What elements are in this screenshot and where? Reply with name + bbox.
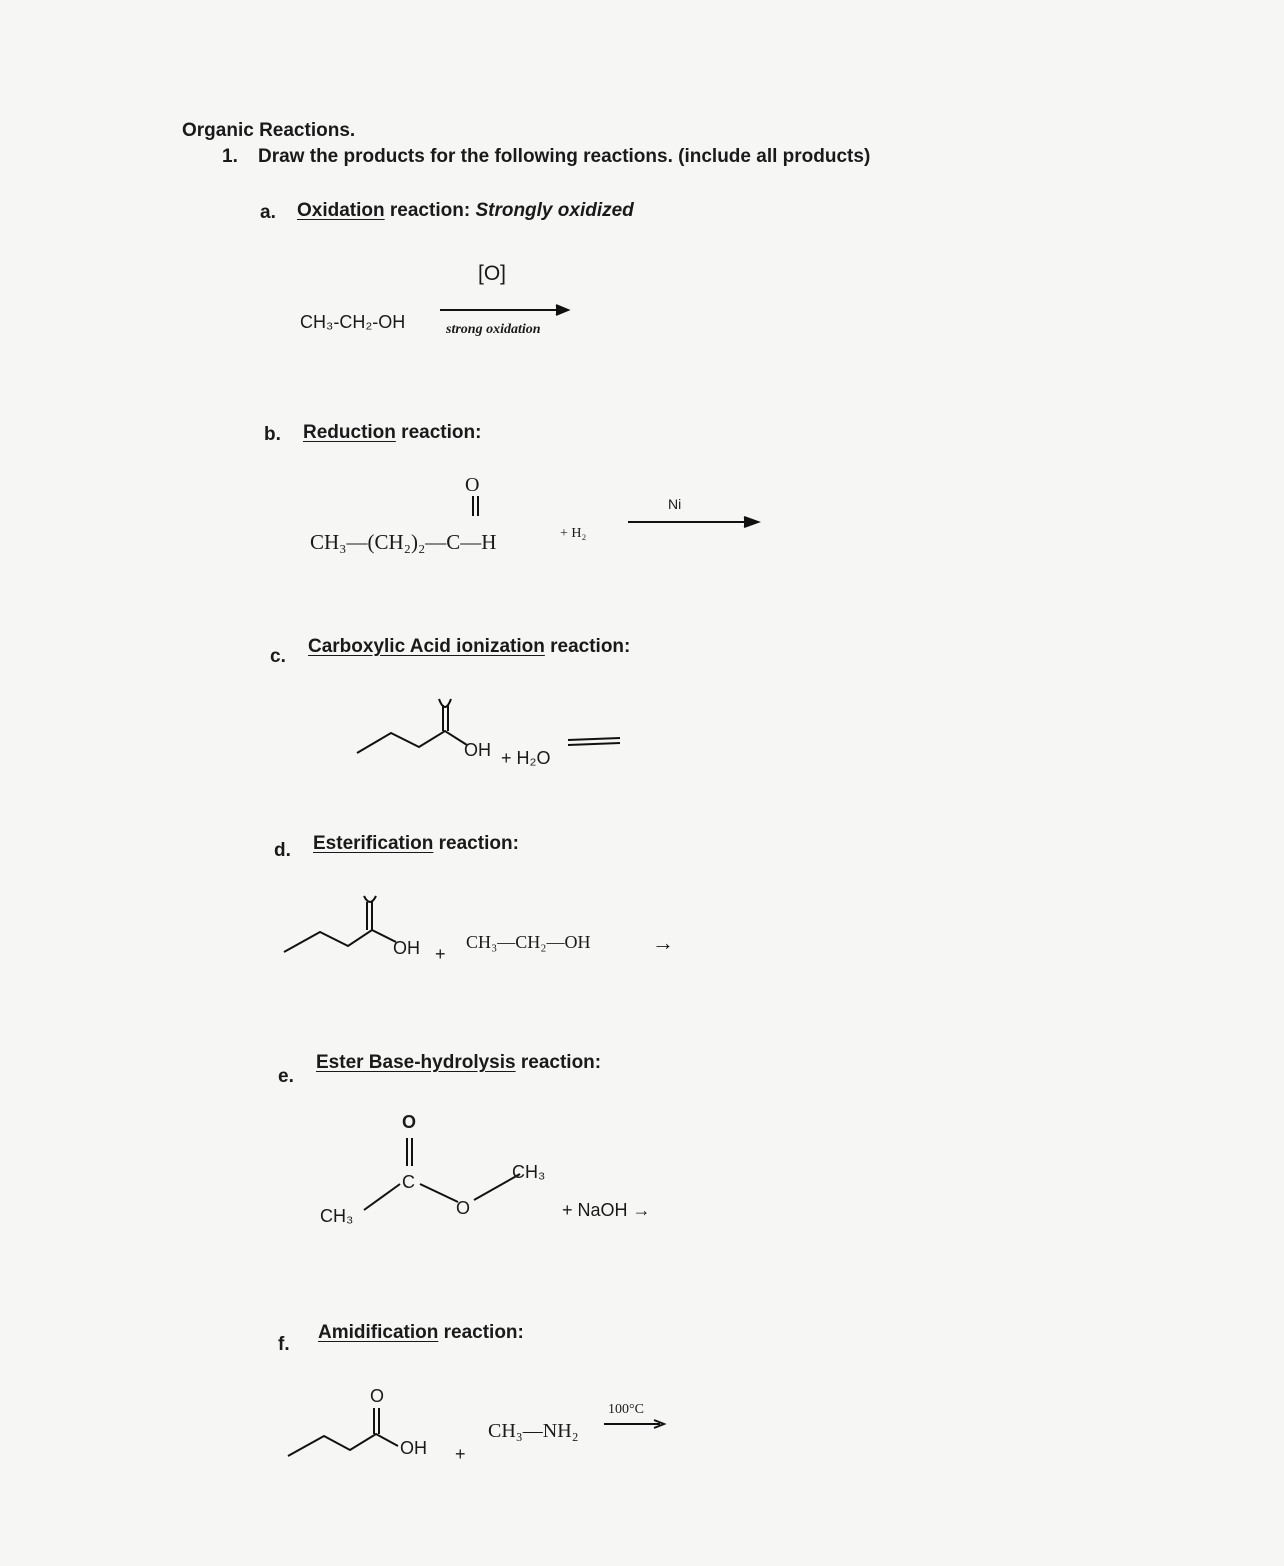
section-c-title-rest: reaction: (544, 636, 631, 657)
section-b-carbonyl-o: O (465, 474, 480, 496)
section-d-plus: + (435, 944, 446, 964)
section-e-title-rest: reaction: (515, 1052, 602, 1073)
section-d-title-term: Esterification (313, 833, 434, 854)
section-b-title-term: Reduction (303, 422, 396, 443)
section-a-label: a. (260, 202, 276, 223)
page-title: Organic Reactions. (182, 120, 356, 141)
section-d-arrow: → (652, 930, 674, 955)
section-d-skeleton (282, 890, 402, 960)
section-b-label: b. (264, 424, 281, 445)
section-b-reactant: CH₃—(CH₂)₂—C—H (310, 530, 497, 554)
section-f-condition: 100°C (608, 1402, 644, 1417)
section-a-arrow (438, 302, 578, 318)
section-a-condition: strong oxidation (446, 322, 541, 337)
section-a-title-italic: Strongly oxidized (475, 200, 634, 221)
section-a-oxidant: [O] (478, 262, 507, 285)
question-number: 1. (222, 146, 238, 167)
section-f-carbonyl-o: O (370, 1386, 385, 1406)
section-f-skeleton (286, 1404, 406, 1464)
section-b-catalyst: Ni (668, 496, 682, 512)
section-b-title (303, 422, 481, 444)
section-e-ch3-right: CH₃ (512, 1162, 546, 1182)
section-d-title-rest: reaction: (433, 833, 519, 854)
section-f-amine: CH₃—NH₂ (488, 1420, 579, 1442)
section-e-title-term: Ester Base-hydrolysis (316, 1052, 516, 1073)
section-d-oh: OH (393, 938, 420, 958)
section-e-carbon: C (402, 1172, 415, 1192)
section-e-carbonyl-o: O (402, 1112, 417, 1132)
section-f-arrow (602, 1418, 672, 1432)
section-a-title-rest: reaction: (384, 200, 476, 221)
section-d-alcohol: CH₃—CH₂—OH (466, 932, 591, 952)
section-b-reagent: + H₂ (560, 526, 587, 541)
section-e-label: e. (278, 1066, 294, 1087)
section-e-ch3-left: CH₃ (320, 1206, 354, 1226)
question-text: Draw the products for the following reactions. (include all products) (258, 146, 871, 167)
section-c-title (308, 636, 630, 658)
section-d-label: d. (274, 840, 291, 861)
section-f-label: f. (278, 1334, 290, 1355)
section-f-plus: + (455, 1444, 466, 1464)
section-b-title-rest: reaction: (395, 422, 482, 443)
section-a-title-term: Oxidation (297, 200, 385, 221)
section-f-oh: OH (400, 1438, 427, 1458)
section-f-title-term: Amidification (318, 1322, 439, 1343)
section-e-title (316, 1052, 601, 1074)
section-a-title (297, 200, 634, 222)
section-a-reactant: CH₃-CH₂-OH (300, 312, 406, 332)
section-f-title-rest: reaction: (438, 1322, 524, 1343)
section-f-title (318, 1322, 524, 1344)
section-e-reagent: + NaOH → (562, 1200, 651, 1220)
section-d-title (313, 833, 519, 855)
section-b-double-bond (470, 496, 482, 518)
section-e-ester-oxygen: O (456, 1198, 471, 1218)
section-b-arrow (626, 514, 766, 530)
section-c-skeleton (355, 695, 475, 765)
section-c-title-term: Carboxylic Acid ionization (308, 636, 545, 657)
section-c-label: c. (270, 646, 286, 667)
section-e-skeleton (350, 1130, 530, 1220)
section-c-equilibrium-arrow (566, 734, 626, 750)
section-c-oh: OH (464, 740, 491, 760)
section-c-reagent: + H₂O (501, 748, 551, 768)
